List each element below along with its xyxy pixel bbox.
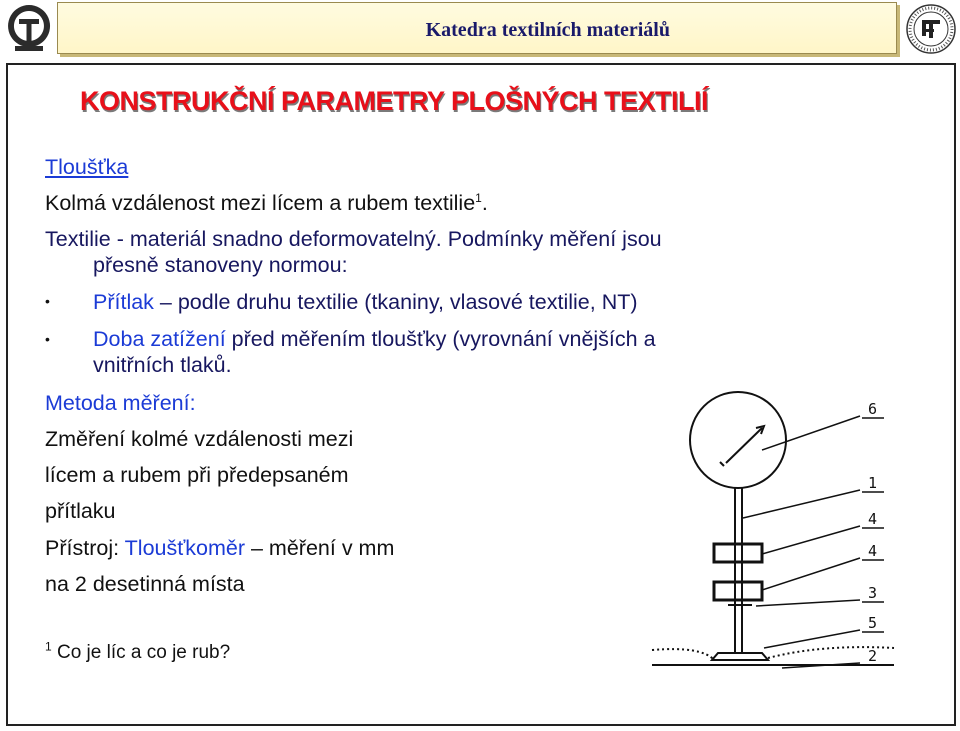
footnote-mark: 1 xyxy=(45,639,52,654)
bullet-item-2-continuation: vnitřních tlaků. xyxy=(93,353,232,377)
footnote xyxy=(45,639,231,664)
bullet-text-pressure: – podle druhu textilie (tkaniny, vlasové textilie, NT) xyxy=(153,290,638,314)
instrument-name: Tloušťkoměr xyxy=(124,536,246,560)
university-logo xyxy=(5,2,53,54)
bullet-term-load-time: Doba zatížení xyxy=(93,327,226,351)
gauge-dial xyxy=(690,392,786,488)
gauge-needle xyxy=(726,428,762,463)
gauge-presser-foot xyxy=(712,653,768,660)
diagram-label: 6 xyxy=(868,400,878,418)
bullet-dot: • xyxy=(45,331,50,347)
diagram-label: 5 xyxy=(868,614,878,632)
bullet-dot: • xyxy=(45,293,50,309)
section-heading-link[interactable]: Tloušťka xyxy=(45,155,129,179)
diagram-label: 4 xyxy=(868,542,878,560)
bullet-term-pressure: Přítlak xyxy=(93,290,154,314)
instrument-label: Přístroj: xyxy=(45,536,125,560)
bullet-text-load-time: před měřením tloušťky (vyrovnání vnějších a xyxy=(225,327,656,351)
slide-title: KONSTRUKČNÍ PARAMETRY PLOŠNÝCH TEXTILIÍ xyxy=(80,86,709,116)
department-title: Katedra textilních materiálů xyxy=(425,19,670,41)
thickness-gauge-diagram xyxy=(632,378,932,700)
method-line-2: lícem a rubem při předepsaném xyxy=(45,463,349,487)
method-heading: Metoda měření: xyxy=(45,391,196,415)
bullet-item-1 xyxy=(93,289,638,315)
definition-footnote-mark: 1 xyxy=(475,190,482,205)
diagram-label: 3 xyxy=(868,584,878,602)
gauge-weight-block-lower xyxy=(714,582,762,600)
instrument-rest: – měření v mm xyxy=(245,536,395,560)
instrument-precision-line: na 2 desetinná místa xyxy=(45,572,245,596)
diagram-label: 4 xyxy=(868,510,878,528)
instrument-line xyxy=(45,535,394,561)
gauge-weight-block-upper xyxy=(714,544,762,562)
faculty-seal-logo xyxy=(905,2,957,58)
diagram-label: 2 xyxy=(868,647,878,665)
bullet-item-2 xyxy=(93,326,656,352)
definition-line xyxy=(45,190,488,216)
header-banner xyxy=(57,2,897,54)
footnote-text: Co je líc a co je rub? xyxy=(51,642,231,663)
paragraph-line-2: přesně stanoveny normou: xyxy=(93,253,348,277)
diagram-label: 1 xyxy=(868,474,878,492)
definition-end: . xyxy=(481,191,488,215)
method-line-3: přítlaku xyxy=(45,499,116,523)
method-line-1: Změření kolmé vzdálenosti mezi xyxy=(45,427,354,451)
definition-text: Kolmá vzdálenost mezi lícem a rubem textilie xyxy=(45,191,476,215)
paragraph-line-1: Textilie - materiál snadno deformovatelný. Podmínky měření jsou xyxy=(45,227,662,251)
